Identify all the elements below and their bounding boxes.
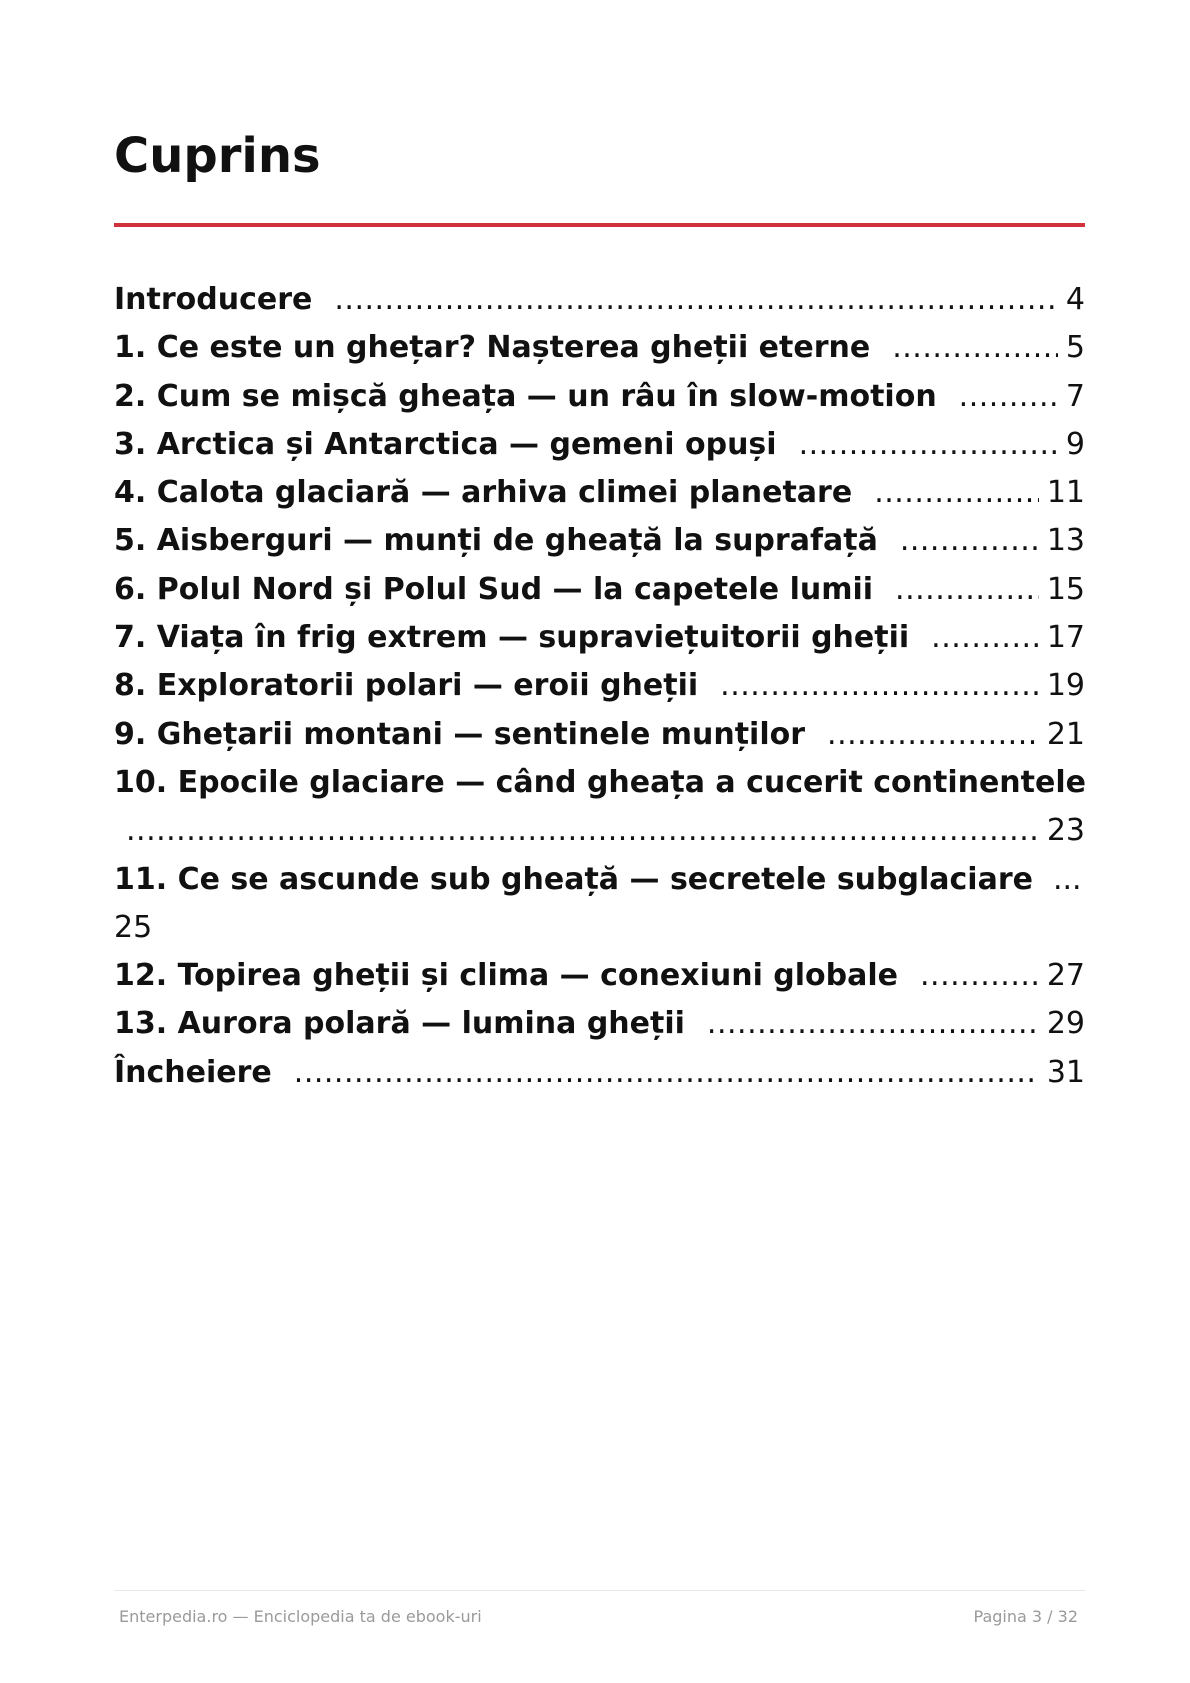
toc-page-number: 9	[1065, 426, 1085, 462]
toc-leader-dots	[959, 373, 1058, 421]
toc-leader-dots	[707, 1000, 1039, 1048]
toc-entry-label: 12. Topirea gheții și clima — conexiuni globale	[114, 958, 899, 994]
footer-divider	[114, 1590, 1085, 1591]
toc-entry-chapter-7[interactable]	[114, 614, 1085, 662]
page-title: Cuprins	[114, 128, 321, 184]
toc-page-number: 31	[1046, 1054, 1085, 1090]
toc-entry-label: 5. Aisberguri — munți de gheață la suprafață	[114, 523, 878, 559]
toc-page-number: 19	[1046, 668, 1085, 704]
toc-entry-introducere[interactable]	[114, 276, 1085, 324]
toc-leader-dots	[334, 276, 1058, 324]
toc-entry-chapter-2[interactable]	[114, 373, 1085, 421]
toc-entry-label: 7. Viața în frig extrem — supraviețuitorii gheții	[114, 620, 910, 656]
toc-leader-dots	[895, 566, 1039, 614]
title-divider	[114, 223, 1085, 227]
toc-page-number: 15	[1046, 571, 1085, 607]
toc-leader-dots	[920, 952, 1039, 1000]
toc-entry-label: 2. Cum se mișcă gheața — un râu în slow-motion	[114, 378, 937, 414]
toc-entry-chapter-10[interactable]	[114, 759, 1085, 856]
toc-leader-dots: ...	[1052, 861, 1082, 897]
footer-site-name: Enterpedia.ro — Enciclopedia ta de ebook-uri	[119, 1607, 482, 1626]
toc-leader-dots	[720, 662, 1039, 710]
toc-entry-label: 1. Ce este un ghețar? Nașterea gheții eterne	[114, 330, 871, 366]
toc-leader-dots	[827, 711, 1039, 759]
toc-entry-chapter-11[interactable]	[114, 856, 1085, 953]
toc-entry-chapter-1[interactable]	[114, 324, 1085, 372]
toc-leader-dots	[931, 614, 1039, 662]
toc-page-number: 29	[1046, 1006, 1085, 1042]
toc-entry-label: 4. Calota glaciară — arhiva climei planetare	[114, 475, 853, 511]
toc-page-number: 23	[1046, 813, 1085, 849]
toc-page-number: 25	[114, 909, 153, 945]
toc-page-number: 7	[1065, 378, 1085, 414]
toc-entry-label: 9. Ghețarii montani — sentinele munților	[114, 716, 806, 752]
toc-page-number: 4	[1065, 282, 1085, 317]
toc-leader-dots	[126, 807, 1039, 855]
toc-page-number: 17	[1046, 620, 1085, 656]
toc-entry-label: Introducere	[114, 282, 313, 317]
toc-entry-chapter-4[interactable]	[114, 469, 1085, 517]
toc-entry-incheiere[interactable]	[114, 1049, 1085, 1097]
toc-leader-dots	[892, 324, 1058, 372]
toc-entry-label: 3. Arctica și Antarctica — gemeni opuși	[114, 426, 777, 462]
toc-leader-dots	[294, 1049, 1039, 1097]
toc-entry-label: 10. Epocile glaciare — când gheața a cucerit continentele	[114, 764, 1086, 800]
toc-leader-dots	[900, 517, 1039, 565]
toc-leader-dots	[874, 469, 1039, 517]
footer-page-number: Pagina 3 / 32	[973, 1607, 1078, 1626]
toc-entry-chapter-9[interactable]	[114, 711, 1085, 759]
toc-entry-chapter-5[interactable]	[114, 517, 1085, 565]
toc-entry-label: 6. Polul Nord și Polul Sud — la capetele lumii	[114, 571, 874, 607]
toc-entry-label: 13. Aurora polară — lumina gheții	[114, 1006, 685, 1042]
toc-page-number: 11	[1046, 475, 1085, 511]
toc-entry-chapter-13[interactable]	[114, 1000, 1085, 1048]
toc-page-number: 5	[1065, 330, 1085, 366]
toc-entry-label: 11. Ce se ascunde sub gheață — secretele subglaciare	[114, 861, 1033, 897]
toc-entry-chapter-3[interactable]	[114, 421, 1085, 469]
toc-leader-dots	[799, 421, 1058, 469]
toc-page-number: 27	[1046, 958, 1085, 994]
toc-page-number: 21	[1046, 716, 1085, 752]
toc-entry-label: Încheiere	[114, 1054, 272, 1090]
toc-page-number: 13	[1046, 523, 1085, 559]
table-of-contents	[114, 276, 1085, 1097]
toc-entry-chapter-12[interactable]	[114, 952, 1085, 1000]
toc-entry-chapter-8[interactable]	[114, 662, 1085, 710]
toc-entry-label: 8. Exploratorii polari — eroii gheții	[114, 668, 699, 704]
toc-entry-chapter-6[interactable]	[114, 566, 1085, 614]
